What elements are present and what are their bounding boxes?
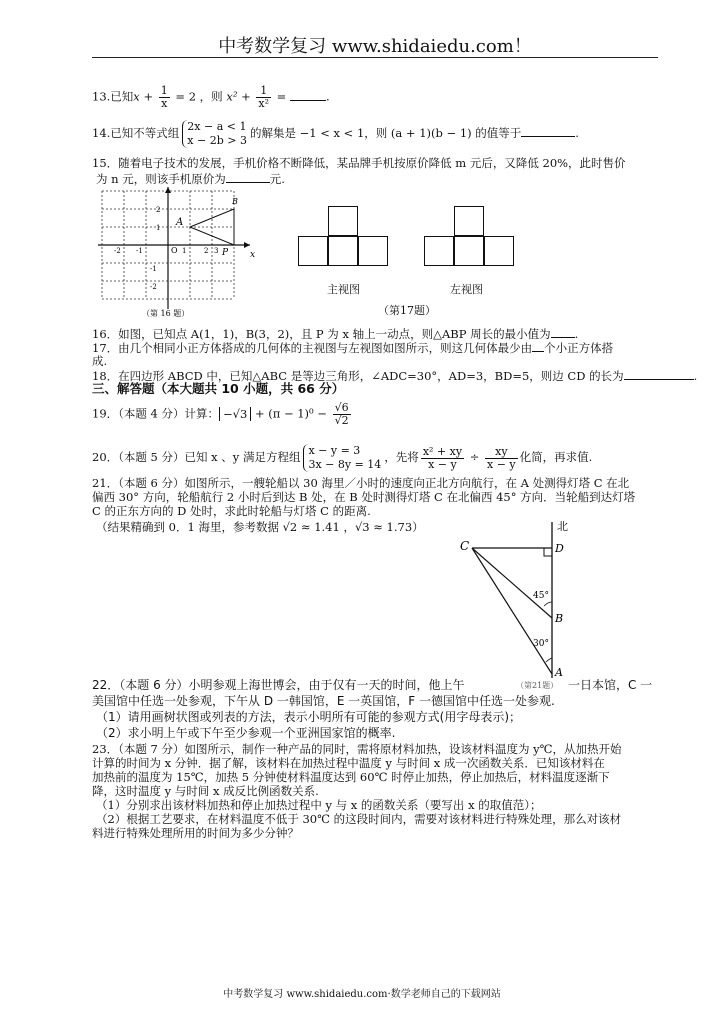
segment-ca <box>472 548 552 674</box>
question-17-line-2: 成. <box>92 354 108 368</box>
figure-21-caption: （第21题） <box>516 681 559 690</box>
question-15-line-2 <box>96 171 285 186</box>
section-3-title: 三、解答题（本大题共 10 小题，共 66 分） <box>92 381 345 396</box>
q20-equation-system <box>303 444 381 472</box>
question-21-line-4: （结果精确到 0．1 海里，参考数据 √2 ≈ 1.41 ，√3 ≈ 1.73） <box>96 520 424 534</box>
q20-frac1-den: x − y <box>428 457 457 471</box>
q14-prefix: 14.已知不等式组 <box>92 126 180 140</box>
question-13: 13.已知x + $\frac{1}{x}$ = 2 ，则 x² + $\frac{1}{\text{x²}}$ = . <box>92 84 330 110</box>
q15-text: 为 n 元，则该手机原价为 <box>96 172 226 186</box>
left-view-label: 左视图 <box>450 283 483 296</box>
question-21-line-3: C 的正东方向的 D 处时，求此时轮船与灯塔 C 的距离. <box>92 504 371 518</box>
label-A: A <box>555 666 563 679</box>
question-23-line-1: 23．（本题 7 分）如图所示，制作一种产品的同时，需将原材料加热，设该材料温度为 y℃，从加热开始 <box>92 742 622 756</box>
q13-eq2: = <box>273 89 290 104</box>
q14-end: . <box>575 126 579 140</box>
label-D: D <box>555 542 564 555</box>
x-tick-1: 1 <box>182 247 187 255</box>
q17-text-2: 个小正方体搭 <box>544 341 614 355</box>
q13-frac2-den: x² <box>258 97 270 110</box>
left-view-bottom-right-square <box>484 236 514 266</box>
q20-middle: ，先将 <box>384 450 419 464</box>
x-axis-arrow <box>244 242 250 248</box>
q13-answer-blank <box>290 89 326 101</box>
figure-17-caption: （第17题） <box>378 304 436 317</box>
front-view-bottom-mid-square <box>328 236 358 266</box>
question-23-line-3: 加热前的温度为 15℃，加热 5 分钟使材料温度达到 60℃ 时停止加热，停止加热后，材料温度逐渐下 <box>92 770 610 784</box>
question-22-line-1b: 一日本馆，C 一 <box>568 678 653 692</box>
angle-45-arc <box>544 602 552 606</box>
x-tick-neg1: -1 <box>136 247 143 255</box>
q19-absolute-value: −√3 <box>219 407 251 421</box>
q18-text: 18．在四边形 ABCD 中，已知△ABC 是等边三角形，∠ADC=30°，AD=3，BD=5，则边 CD 的长为 <box>92 369 624 383</box>
label-origin: O <box>171 246 178 255</box>
question-21-line-2: 偏西 30° 方向，轮船航行 2 小时后到达 B 处，在 B 处时测得灯塔 C 在北偏西 45° 方向．当轮船到达灯塔 <box>92 490 636 504</box>
q14-answer-blank <box>521 125 575 137</box>
label-angle-30: 30° <box>533 639 549 649</box>
q15-unit: 元. <box>269 172 285 186</box>
question-22-line-3: （1）请用画树状图或列表的方法，表示小明所有可能的参观方式(用字母表示)； <box>96 710 522 724</box>
question-23-line-2: 计算的时间为 x 分钟．据了解，该材料在加热过程中温度 y 与时间 x 成一次函数关系．已知该材料在 <box>92 756 605 770</box>
label-x: x <box>250 250 256 260</box>
q13-fraction-2 <box>256 85 271 110</box>
figure-21-navigation-diagram <box>456 518 576 690</box>
label-A: A <box>176 217 184 228</box>
q14-text: 的解集是 −1 < x < 1，则 (a + 1)(b − 1) 的值等于 <box>249 126 522 140</box>
q19-frac-num: √6 <box>334 401 349 414</box>
front-view-top-square <box>328 206 358 236</box>
q20-fraction-1 <box>421 446 464 471</box>
front-view-bottom-right-square <box>358 236 388 266</box>
figure-17-left-view <box>424 206 516 270</box>
q15-answer-blank <box>226 171 270 183</box>
q20-frac2-num: xy <box>485 446 518 459</box>
q13-plus2: + <box>237 89 255 104</box>
question-22-line-1a: 22．（本题 6 分）小明参观上海世博会，由于仅有一天的时间，他上午 <box>92 678 465 692</box>
label-north: 北 <box>557 520 568 533</box>
q19-frac-den: √2 <box>334 414 349 427</box>
question-23-line-5: （1）分别求出该材料加热和停止加热过程中 y 与 x 的函数关系（要写出 x 的取值范）； <box>96 798 542 812</box>
q20-text: 化简，再求值. <box>519 450 593 464</box>
q19-fraction <box>333 402 351 427</box>
label-P: P <box>222 248 229 258</box>
x-tick-2: 2 <box>204 247 209 255</box>
y-tick-neg2: -2 <box>150 283 157 291</box>
x-tick-labels <box>114 247 218 255</box>
q20-frac2-den: x − y <box>487 457 516 471</box>
header-divider <box>92 57 658 58</box>
y-tick-neg1: -1 <box>150 265 157 273</box>
label-B: B <box>232 197 238 206</box>
front-view-label: 主视图 <box>327 283 360 296</box>
q20-row2: 3x − 8y = 14 <box>308 458 382 471</box>
right-angle-marker <box>544 548 552 556</box>
left-view-bottom-left-square <box>424 236 454 266</box>
q19-middle: + (π − 1)⁰ − <box>251 406 331 421</box>
q13-fraction-1 <box>159 85 170 110</box>
q13-eq: = 2 ，则 <box>171 89 227 104</box>
question-14 <box>92 120 579 148</box>
question-16 <box>92 326 578 341</box>
q13-var: x <box>133 89 140 104</box>
label-C: C <box>460 539 470 553</box>
left-view-bottom-mid-square <box>454 236 484 266</box>
front-view-bottom-left-square <box>298 236 328 266</box>
q13-x-squared: x² <box>226 89 238 104</box>
q17-answer-blank <box>532 340 544 352</box>
left-view-top-square <box>454 206 484 236</box>
question-22-line-4: （2）求小明上午或下午至少参观一个亚洲国家馆的概率. <box>96 726 396 740</box>
q16-text: 16．如图，已知点 A(1，1)，B(3，2)，且 P 为 x 轴上一动点，则△ABP 周长的最小值为 <box>92 327 551 341</box>
q20-fraction-2 <box>485 446 518 471</box>
q13-prefix: 13.已知 <box>92 89 134 104</box>
q20-frac1-num: x² + xy <box>422 444 463 458</box>
q14-row1: 2x − a < 1 <box>187 120 247 133</box>
x-tick-neg2: -2 <box>114 247 121 255</box>
q13-frac2-num: 1 <box>256 85 271 98</box>
q16-end: . <box>574 327 579 341</box>
q13-frac1-num: 1 <box>160 84 168 97</box>
q14-inequality-system <box>182 120 247 148</box>
q17-text: 17．由几个相同小正方体搭成的几何体的主视图与左视图如图所示，则这几何体最少由 <box>92 341 533 355</box>
figure-16-caption: （第 16 题） <box>142 309 190 318</box>
page-footer: 中考数学复习 www.shidaiedu.com·数学老师自己的下载网站 <box>223 989 501 1000</box>
question-21-line-1: 21．（本题 6 分）如图所示，一艘轮船以 30 海里／小时的速度向正北方向航行，在 A 处测得灯塔 C 在北 <box>92 476 630 490</box>
y-tick-1: 1 <box>156 224 161 232</box>
question-23-line-7: 料进行特殊处理所用的时间为多少分钟？ <box>92 826 299 840</box>
q20-divide: ÷ <box>466 450 484 464</box>
question-22-line-2: 美国馆中任选一处参观，下午从 D 一韩国馆，E 一英国馆，F 一德国馆中任选一处参观. <box>92 694 555 708</box>
x-tick-3: 3 <box>214 247 219 255</box>
question-23-line-6: （2）根据工艺要求，在材料温度不低于 30℃ 的这段时间内，需要对该材料进行特殊处理，那么对该材 <box>96 812 622 826</box>
q18-end: . <box>693 369 698 383</box>
question-19 <box>92 402 353 427</box>
page-header-title: 中考数学复习 www.shidaiedu.com！ <box>218 36 532 57</box>
label-B: B <box>555 612 564 625</box>
q20-row1: x − y = 3 <box>308 444 361 457</box>
q19-prefix: 19．（本题 4 分）计算： <box>92 406 220 421</box>
q13-plus: + <box>139 89 157 104</box>
q13-frac1-den: x <box>161 97 168 110</box>
y-axis-arrow <box>165 187 171 193</box>
segment-cb <box>472 548 552 618</box>
q20-prefix: 20．（本题 5 分）已知 x 、y 满足方程组 <box>92 450 301 464</box>
question-15-line-1: 15．随着电子技术的发展，手机价格不断降低，某品牌手机按原价降低 m 元后，又降低 20%，此时售价 <box>92 156 626 170</box>
figure-16-coordinate-grid <box>98 187 258 319</box>
y-tick-2: 2 <box>156 206 161 214</box>
label-angle-45: 45° <box>533 591 549 601</box>
question-17-line-1 <box>92 340 613 355</box>
question-23-line-4: 降，这时温度 y 与时间 x 成反比例函数关系. <box>92 784 319 798</box>
q14-row2: x − 2b > 3 <box>187 134 247 147</box>
angle-30-arc <box>546 658 552 662</box>
question-20 <box>92 444 592 472</box>
y-tick-labels <box>150 206 160 291</box>
figure-17-front-view <box>298 206 390 270</box>
q18-answer-blank <box>624 368 694 380</box>
q16-answer-blank <box>551 326 575 338</box>
